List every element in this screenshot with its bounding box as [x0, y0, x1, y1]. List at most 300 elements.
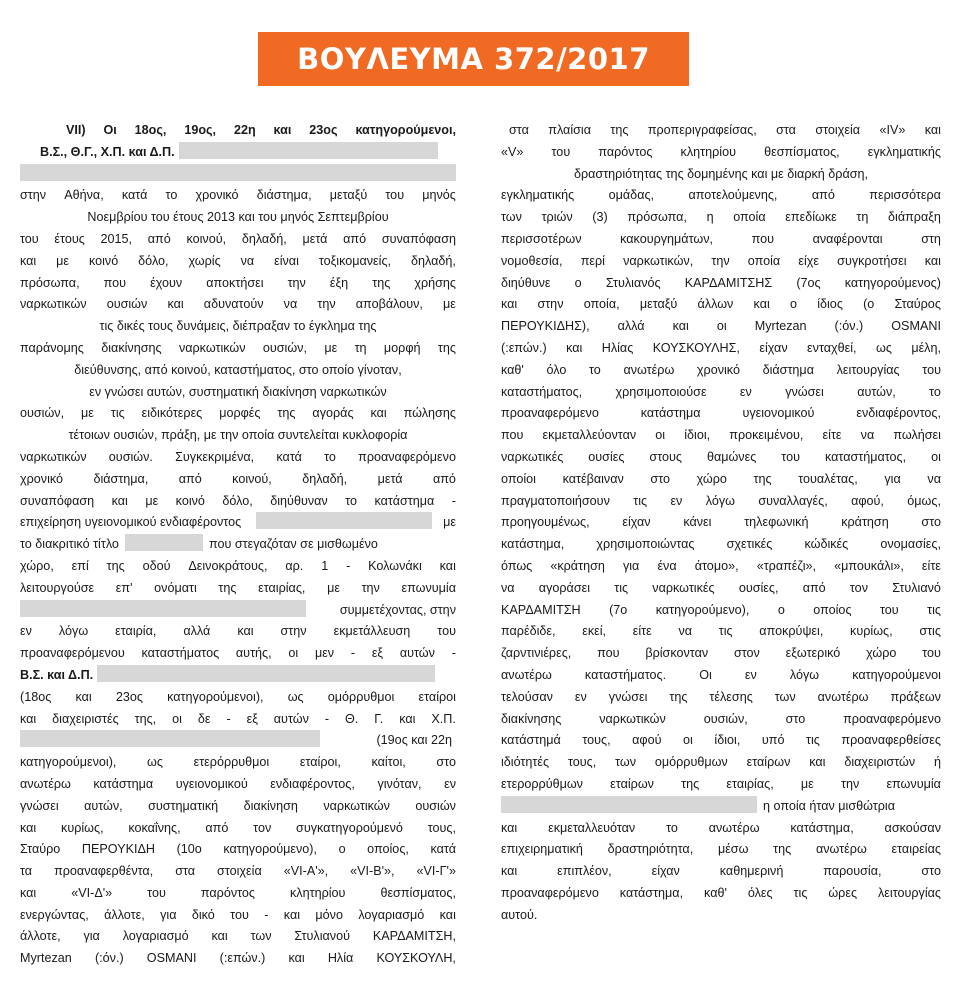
word: το	[165, 188, 178, 203]
word: από	[802, 580, 826, 595]
text-line	[20, 687, 456, 709]
word: ΚΑΡΔΑΜΙΤΣΗ,	[372, 929, 456, 944]
word: 23ος	[309, 123, 338, 137]
word: με	[81, 406, 94, 421]
word: το	[324, 449, 336, 464]
word: από	[205, 820, 229, 835]
word: τον	[253, 820, 272, 835]
word: κοινό	[175, 493, 205, 508]
text-line	[501, 403, 941, 425]
word: σχετικές	[726, 537, 773, 552]
word: (:επών.)	[219, 951, 266, 966]
word: κλητηρίου	[680, 144, 736, 159]
word: ΠΕΡΟΥΚΙΔΗΣ),	[501, 319, 590, 334]
word: λογαριασμό	[122, 929, 189, 944]
text-span: διεύθυνσης, από κοινού, καταστήματος, στο οποίο γίνοταν,	[74, 362, 402, 377]
text-line	[501, 752, 941, 774]
word: οδού	[142, 558, 171, 573]
word: τις	[614, 580, 629, 595]
word: οι	[683, 733, 693, 748]
word: έξη	[329, 275, 349, 290]
word: (7ο	[609, 602, 628, 617]
text-line	[20, 600, 456, 622]
word: OSMANI	[891, 319, 941, 334]
word: στα	[175, 864, 196, 879]
word: κοινό	[88, 253, 119, 268]
word: συναλλαγές,	[758, 493, 828, 508]
word: και	[501, 297, 518, 312]
word: οποία	[747, 253, 781, 268]
word: του	[147, 885, 166, 900]
word: περισσότερα	[869, 188, 941, 203]
word: και	[501, 820, 518, 835]
word: αυτών,	[857, 384, 896, 399]
word: ανωτέρω	[623, 362, 675, 377]
word: ή	[933, 755, 941, 770]
word: μέσω	[717, 842, 749, 857]
word: την	[317, 297, 336, 312]
word: ώρες	[828, 885, 858, 900]
word: να	[678, 624, 693, 639]
text-line	[20, 425, 456, 447]
word: του	[230, 907, 249, 922]
word: χρησιμοποιούσε	[615, 384, 707, 399]
word: μορφές	[219, 406, 261, 421]
word: ΚΟΥΣΚΟΥΛΗΣ,	[652, 340, 740, 355]
word: ο	[338, 842, 346, 857]
word: (:επών.)	[501, 340, 547, 355]
word: ζαρντινιέρες,	[501, 646, 572, 661]
word: και	[672, 319, 689, 334]
word: επιχειρηματική	[501, 842, 583, 857]
word: ναρκωτικών	[599, 711, 666, 726]
word: ομόρρυθμοι	[327, 689, 395, 704]
redaction-box	[501, 796, 757, 813]
text-line	[501, 229, 941, 251]
word: 1	[321, 558, 329, 573]
defendants-initials: Β.Σ., Θ.Γ., Χ.Π. και Δ.Π.	[40, 144, 175, 159]
redaction-box	[179, 142, 438, 159]
word: ναρκωτικές	[501, 449, 564, 464]
word: αγοράς	[312, 406, 354, 421]
word: στους	[649, 449, 682, 464]
word: του	[437, 624, 456, 639]
word: αναφέρονται	[812, 231, 883, 246]
word: είτε	[632, 624, 652, 639]
text-line	[20, 382, 456, 404]
word: πρόσωπα,	[20, 275, 80, 290]
word: των	[250, 929, 272, 944]
word: δραστηριότητα,	[607, 842, 694, 857]
redaction-box	[125, 534, 203, 551]
word: ουσίες	[588, 449, 625, 464]
word: μετά	[377, 471, 403, 486]
word: του	[781, 449, 800, 464]
word: της	[753, 471, 772, 486]
word: «IV»	[879, 123, 906, 137]
word: κατά	[276, 449, 302, 464]
text-line	[501, 185, 941, 207]
word: των	[501, 210, 522, 225]
word: κατηγορούμενοι),	[167, 689, 264, 704]
word: -	[324, 711, 330, 726]
word: τηλεφωνική	[744, 515, 809, 530]
word: (ο	[863, 297, 875, 312]
word: Γ.	[374, 711, 384, 726]
word: εταίρων	[746, 755, 791, 770]
text-line	[20, 621, 456, 643]
word: ναρκωτικές	[652, 580, 715, 595]
word: χρησιμοποιώντας	[596, 537, 695, 552]
word: με	[800, 776, 814, 791]
word: VII)	[66, 123, 86, 137]
text-line	[501, 556, 941, 578]
word: κατά	[121, 188, 148, 203]
word: Οι	[103, 123, 117, 137]
word: και	[20, 711, 37, 726]
word: έτους	[54, 231, 85, 246]
word: της	[773, 842, 792, 857]
text-line	[20, 534, 456, 556]
word: τα	[20, 864, 33, 879]
word: και	[211, 929, 228, 944]
word: έχουν	[150, 275, 183, 290]
word: καταστήματος,	[501, 384, 583, 399]
text-line	[20, 229, 456, 251]
word: την	[287, 275, 306, 290]
word: επωνυμία	[886, 776, 941, 791]
word: κατέβαιναν	[562, 471, 624, 486]
word: κατάστημα,	[790, 820, 854, 835]
word: της	[610, 123, 629, 137]
word: Αθήνα,	[64, 188, 104, 203]
word: κατά	[430, 842, 456, 857]
word: αυτής,	[235, 646, 272, 661]
word: λειτουργούσε	[20, 580, 95, 595]
word: προαναφερόμενου	[20, 646, 125, 661]
word: διακίνηση	[243, 798, 298, 813]
word: είτε	[921, 558, 941, 573]
word: ονομασίες,	[880, 537, 941, 552]
word: χρονικό	[195, 188, 239, 203]
text-span: τις δικές τους δυνάμεις, διέπραξαν το έγκλημα της	[99, 319, 377, 334]
word: οποία,	[583, 297, 620, 312]
word: Myrtezan	[20, 951, 72, 966]
word: από	[147, 231, 171, 246]
word: παρέδιδε,	[501, 624, 556, 639]
word: εν	[20, 624, 32, 639]
word: ενταχθεί,	[807, 340, 857, 355]
text-line	[501, 425, 941, 447]
text-line	[501, 251, 941, 273]
word: τη	[856, 210, 869, 225]
word: από	[811, 188, 835, 203]
text-line	[20, 207, 456, 229]
word: βρίσκονταν	[645, 646, 709, 661]
text-span: αυτού.	[501, 907, 538, 922]
word: οι	[931, 449, 941, 464]
text-line	[20, 120, 456, 142]
word: εταίροι,	[299, 755, 341, 770]
word: (:όν.)	[834, 319, 864, 334]
text-line	[20, 861, 456, 883]
text-line	[20, 316, 456, 338]
word: όπως	[501, 558, 533, 573]
word: και	[566, 340, 583, 355]
word: της	[277, 406, 296, 421]
text-line	[501, 600, 941, 622]
word: στην	[280, 624, 307, 639]
word: εταίρων	[610, 776, 654, 791]
word: της	[106, 558, 125, 573]
word: προπεριγραφείσας,	[647, 123, 757, 137]
word: χρονικό	[20, 471, 64, 486]
word: της	[669, 689, 688, 704]
word: από	[432, 471, 456, 486]
word: οποίος	[813, 602, 852, 617]
word: να	[927, 471, 941, 486]
text-line	[501, 164, 941, 186]
word: ειδικότερες	[141, 406, 203, 421]
word: μετά	[302, 231, 328, 246]
word: εκμετάλλευση	[333, 624, 411, 639]
word: εταιρείας	[891, 842, 941, 857]
word: διάστημα	[762, 362, 814, 377]
word: στο	[785, 711, 806, 726]
text-line	[501, 730, 941, 752]
word: νομοθεσία,	[501, 253, 563, 268]
word: εταιρία,	[115, 624, 157, 639]
word: αλλά	[617, 319, 645, 334]
word: Στυλιανός	[605, 275, 661, 290]
word: θεσπίσματος,	[380, 885, 456, 900]
word: είχαν	[622, 515, 651, 530]
text-line	[20, 447, 456, 469]
word: τελούσαν	[501, 689, 553, 704]
word: συστηματική	[148, 798, 219, 813]
text-line	[20, 273, 456, 295]
word: στο	[921, 515, 941, 530]
word: κατάστημα,	[501, 537, 565, 552]
word: συγκροτήσει	[837, 253, 907, 268]
word: εξ	[246, 711, 258, 726]
word: από	[343, 231, 367, 246]
word: για	[884, 471, 901, 486]
word: της	[372, 275, 391, 290]
word: 19ος,	[184, 123, 217, 137]
word: «VI-Β'»,	[350, 864, 395, 879]
word: στην	[537, 297, 564, 312]
text-line	[20, 839, 456, 861]
word: κάνει	[683, 515, 712, 530]
word: ανωτέρω	[817, 689, 869, 704]
word: και	[20, 253, 37, 268]
word: ναρκωτικών,	[623, 253, 694, 268]
text-line	[20, 883, 456, 905]
text-line	[20, 948, 456, 970]
word: επιπλέον,	[557, 864, 612, 879]
word: τη	[354, 340, 367, 355]
word: και	[439, 558, 456, 573]
word: πραγματοποιήσουν	[501, 493, 610, 508]
text-line	[20, 512, 456, 534]
word: εγκληματικής	[867, 144, 941, 159]
text-line	[501, 774, 941, 796]
word: ναρκωτικών	[323, 798, 390, 813]
text-span: με	[443, 515, 456, 530]
word: λειτουργίας	[836, 362, 900, 377]
word: γνώσει	[785, 384, 824, 399]
text-line	[20, 796, 456, 818]
document-title-banner	[258, 32, 689, 86]
word: επωνυμία	[401, 580, 456, 595]
word: (7ος	[796, 275, 821, 290]
word: ναρκωτικών	[20, 297, 87, 312]
text-span: η οποία ήταν μισθώτρια	[763, 798, 896, 813]
word: στον	[733, 646, 760, 661]
word: -	[226, 711, 231, 726]
text-line	[501, 120, 941, 142]
word: προαναφερόμενο	[501, 885, 599, 900]
word: αγοράσει	[538, 580, 591, 595]
word: των	[774, 689, 796, 704]
word: συγκατηγορούμενό	[296, 820, 403, 835]
word: εταιρίας,	[258, 580, 306, 595]
word: μέλη,	[911, 340, 941, 355]
word: άλλοτε,	[20, 929, 61, 944]
word: και	[370, 406, 387, 421]
word: το	[589, 362, 601, 377]
word: αφού	[632, 733, 662, 748]
left-text-column	[20, 120, 456, 970]
word: Οι	[699, 667, 712, 682]
word: κατάστημα	[93, 776, 154, 791]
word: καταστήματος	[141, 646, 220, 661]
word: εκμεταλλεύονταν	[542, 428, 637, 443]
word: που	[501, 428, 524, 443]
word: τους,	[567, 755, 597, 770]
word: η	[706, 210, 714, 225]
word: θεσπίσματος,	[764, 144, 840, 159]
word: εταίροι	[418, 689, 456, 704]
word: με	[443, 297, 456, 312]
word: συναπόφαση	[381, 231, 456, 246]
word: οι	[655, 428, 666, 443]
word: ίδιος	[817, 297, 843, 312]
word: παρουσία,	[823, 864, 882, 879]
word: εκεί,	[582, 624, 607, 639]
word: ενδιαφέροντος,	[856, 406, 941, 421]
word: τον	[849, 580, 868, 595]
redaction-box	[97, 665, 435, 682]
word: στην	[20, 188, 47, 203]
word: την	[361, 580, 380, 595]
word: λόγω	[789, 667, 820, 682]
word: (10ο	[176, 842, 202, 857]
text-span: που στεγαζόταν σε μισθωμένο	[208, 537, 378, 552]
word: ομόρρυθμων	[654, 755, 728, 770]
word: ασκούσαν	[884, 820, 941, 835]
word: κακουργημάτων,	[620, 231, 714, 246]
word: τους,	[582, 733, 611, 748]
text-line	[501, 796, 941, 818]
word: 23ος	[115, 689, 143, 704]
redaction-box	[256, 512, 432, 529]
text-line	[20, 491, 456, 513]
word: ουσιών,	[262, 340, 307, 355]
text-line	[20, 709, 456, 731]
word: μεν	[314, 646, 335, 661]
word: 22η	[233, 123, 256, 137]
word: προαναφερόμενο	[358, 449, 456, 464]
word: ουσίες,	[738, 580, 779, 595]
word: να	[501, 580, 515, 595]
word: (18ος	[20, 689, 52, 704]
word: επ'	[115, 580, 133, 595]
word: και	[288, 951, 305, 966]
word: προαναφερόμενο	[501, 406, 599, 421]
word: είχε	[798, 253, 820, 268]
word: στη	[921, 231, 941, 246]
word: τις	[927, 602, 941, 617]
word: διάστημα,	[256, 188, 312, 203]
word: όμως,	[907, 493, 941, 508]
word: με	[324, 340, 338, 355]
word: τις	[633, 493, 648, 508]
text-line	[20, 730, 456, 752]
word: κυρίως,	[61, 820, 104, 835]
word: αλλά	[183, 624, 211, 639]
word: κατηγορούμενοι,	[355, 123, 456, 137]
word: παρόντος	[598, 144, 653, 159]
word: να	[240, 253, 255, 268]
word: για	[83, 929, 100, 944]
word: γνώσει	[20, 798, 59, 813]
word: προαναφερθείσες	[841, 733, 941, 748]
word: ουσιών	[106, 297, 148, 312]
word: είχαν	[759, 340, 788, 355]
word: ετερόρρυθμοι	[193, 755, 270, 770]
redaction-box	[20, 164, 456, 181]
text-line	[20, 556, 456, 578]
word: περί	[580, 253, 605, 268]
word: αποκρύψει,	[759, 624, 824, 639]
text-span: δραστηριότητας της δομημένης και με διαρκή δράση,	[573, 166, 869, 181]
word: «VI-Δ'»	[71, 885, 113, 900]
text-line	[20, 294, 456, 316]
word: καθημερινή	[719, 864, 784, 879]
text-line	[501, 338, 941, 360]
text-span: εν γνώσει αυτών, συστηματική διακίνηση ναρκωτικών	[89, 384, 387, 399]
word: κατηγορούμενος)	[844, 275, 941, 290]
word: λογαριασμό	[358, 907, 425, 922]
text-line	[501, 294, 941, 316]
document-title: ΒΟΥΛΕΥΜΑ 372/2017	[297, 42, 650, 76]
word: καταστήματος,	[824, 449, 907, 464]
word: κώδικές	[804, 537, 849, 552]
text-line	[20, 926, 456, 948]
word: κοινού,	[186, 231, 227, 246]
word: Ηλίας	[601, 340, 634, 355]
word: Σταύρος	[894, 297, 941, 312]
word: και	[283, 907, 301, 922]
word: από	[178, 471, 202, 486]
word: ανωτέρω	[815, 842, 867, 857]
word: αποτελούμενης,	[688, 188, 778, 203]
word: όλες	[747, 885, 773, 900]
text-line	[20, 338, 456, 360]
word: ΠΕΡΟΥΚΙΔΗ	[81, 842, 155, 857]
